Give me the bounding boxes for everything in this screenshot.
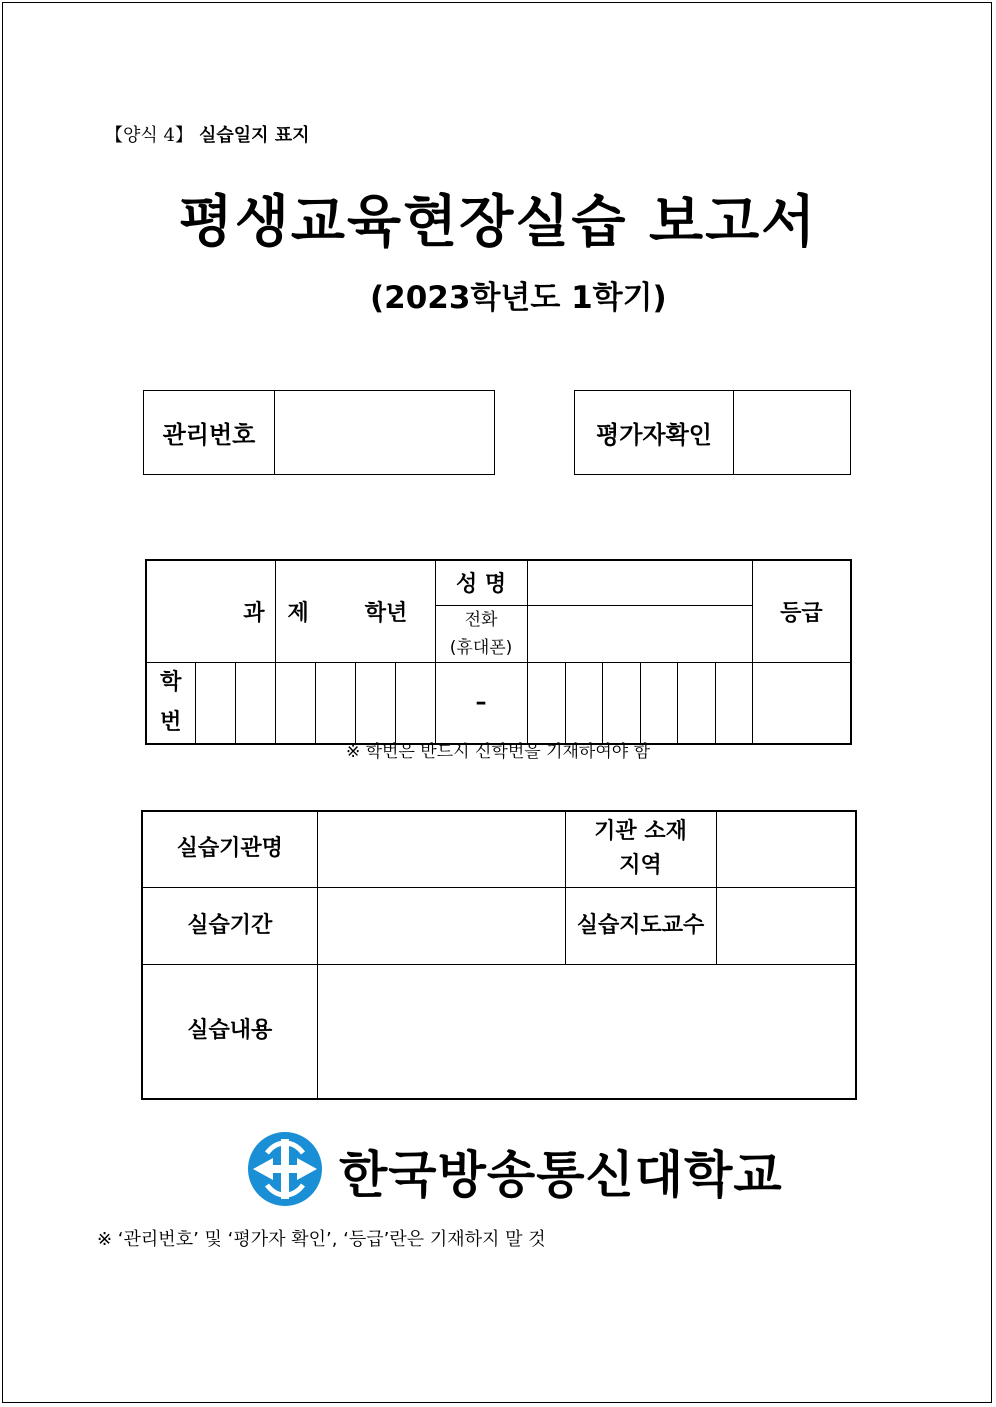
student-info-table <box>145 559 852 745</box>
page-subtitle: (2023학년도 1학기) <box>370 280 667 316</box>
name-field[interactable] <box>527 560 752 605</box>
content-field[interactable] <box>317 964 856 1099</box>
admin-number-box <box>143 390 495 475</box>
student-id-digit[interactable] <box>395 662 435 744</box>
org-region-label <box>565 811 716 887</box>
org-region-field[interactable] <box>716 811 856 887</box>
grade-field <box>752 662 851 744</box>
advisor-label: 실습지도교수 <box>565 887 716 964</box>
form-tag <box>105 121 310 147</box>
student-id-digit[interactable] <box>565 662 602 744</box>
student-id-digit[interactable] <box>235 662 275 744</box>
evaluator-field[interactable] <box>734 391 851 475</box>
evaluator-box <box>574 390 851 475</box>
org-region-label-2: 지역 <box>619 853 662 879</box>
student-id-label-2: 번 <box>160 709 182 735</box>
student-id-digit[interactable] <box>355 662 395 744</box>
period-label: 실습기간 <box>142 887 317 964</box>
org-name-label: 실습기관명 <box>142 811 317 887</box>
form-tag-close: 】 <box>174 125 193 146</box>
org-name-field[interactable] <box>317 811 565 887</box>
admin-number-label: 관리번호 <box>144 391 275 475</box>
period-field[interactable] <box>317 887 565 964</box>
grade-label: 등급 <box>752 560 851 662</box>
phone-label: 전화 <box>464 609 498 630</box>
subject-label-a: 과 <box>243 600 265 626</box>
student-id-label-1: 학 <box>160 669 182 695</box>
practicum-table <box>141 810 857 1100</box>
student-id-note: ※ 학번은 반드시 신학번을 기재하여야 함 <box>345 742 650 762</box>
advisor-field[interactable] <box>716 887 856 964</box>
student-id-dash: – <box>435 662 527 744</box>
subject-label-b: 제 <box>287 600 309 626</box>
bottom-note: ※ ‘관리번호’ 및 ‘평가자 확인’, ‘등급’란은 기재하지 말 것 <box>97 1229 546 1250</box>
form-tag-number: 4 <box>163 125 175 146</box>
student-id-digit[interactable] <box>677 662 715 744</box>
subject-label-cell <box>146 560 275 662</box>
year-label: 학년 <box>364 600 408 626</box>
phone-label-cell <box>435 605 527 662</box>
phone-sub-label: (휴대폰) <box>449 637 513 658</box>
student-id-digit[interactable] <box>602 662 640 744</box>
student-id-digit[interactable] <box>527 662 565 744</box>
form-tag-label: 실습일지 표지 <box>198 125 310 146</box>
content-label: 실습내용 <box>142 964 317 1099</box>
student-id-digit[interactable] <box>640 662 677 744</box>
university-logo-text: 한국방송통신대학교 <box>339 1146 783 1204</box>
student-id-digit[interactable] <box>275 662 315 744</box>
name-label: 성 명 <box>435 560 527 605</box>
admin-number-field[interactable] <box>275 391 495 475</box>
student-id-label <box>146 662 195 744</box>
page-title: 평생교육현장실습 보고서 <box>178 190 818 255</box>
university-logo <box>247 1131 783 1207</box>
year-label-cell <box>275 560 435 662</box>
org-region-label-1: 기관 소재 <box>594 819 687 845</box>
phone-field[interactable] <box>527 605 752 662</box>
student-id-digit[interactable] <box>315 662 355 744</box>
university-emblem-icon <box>247 1131 325 1207</box>
student-id-digit[interactable] <box>715 662 752 744</box>
form-tag-open: 【양식 <box>105 125 164 146</box>
evaluator-label: 평가자확인 <box>575 391 734 475</box>
student-id-digit[interactable] <box>195 662 235 744</box>
